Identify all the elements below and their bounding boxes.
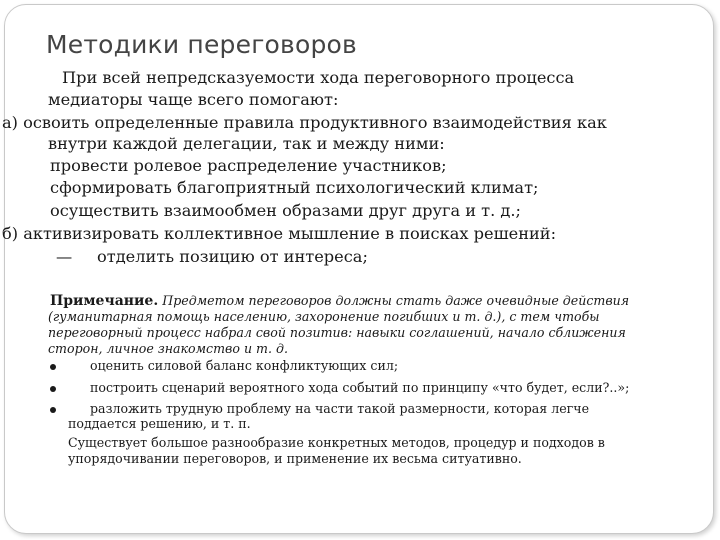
bullet-dot-2 <box>50 386 56 392</box>
note-closing-1: Существует большое разнообразие конкретных методов, процедур и подходов в <box>68 435 605 450</box>
note-text-1: Предметом переговоров должны стать даже очевидные действия <box>162 293 630 308</box>
bullet-dot-1 <box>50 364 56 370</box>
intro-line-1: При всей непредсказуемости хода переговорного процесса <box>62 68 575 87</box>
point-a-line-2: внутри каждой делегации, так и между ними: <box>48 134 445 153</box>
slide-title: Методики переговоров <box>46 30 357 59</box>
point-a-line-1: а) освоить определенные правила продуктивного взаимодействия как <box>2 113 607 132</box>
point-a-item-2: сформировать благоприятный психологический климат; <box>50 178 539 197</box>
point-b-line-1: б) активизировать коллективное мышление в поисках решений: <box>2 224 557 243</box>
note-label: Примечание. <box>50 293 159 309</box>
point-a-item-3: осуществить взаимообмен образами друг друга и т. д.; <box>50 201 521 220</box>
intro-line-2: медиаторы чаще всего помогают: <box>48 90 339 109</box>
note-bullet-2: построить сценарий вероятного хода событий по принципу «что будет, если?..»; <box>90 380 630 395</box>
note-bullet-1: оценить силовой баланс конфликтующих сил; <box>90 358 399 373</box>
point-a-item-1: провести ролевое распределение участников; <box>50 156 447 175</box>
note-bullet-3-cont: поддается решению, и т. п. <box>68 416 251 431</box>
point-b-dash: — <box>56 247 73 266</box>
note-bullet-3: разложить трудную проблему на части такой размерности, которая легче <box>90 401 590 416</box>
point-b-item-1: отделить позицию от интереса; <box>97 247 368 266</box>
note-text-4: сторон, личное знакомство и т. д. <box>48 341 288 356</box>
bullet-dot-3 <box>50 407 56 413</box>
note-text-2: (гуманитарная помощь населению, захоронение погибших и т. д.), с тем чтобы <box>48 309 600 324</box>
note-text-3: переговорный процесс набрал свой позитив: навыки соглашений, начало сближения <box>48 325 626 340</box>
note-first-line <box>50 293 629 309</box>
note-closing-2: упорядочивании переговоров, и применение их весьма ситуативно. <box>68 451 522 466</box>
